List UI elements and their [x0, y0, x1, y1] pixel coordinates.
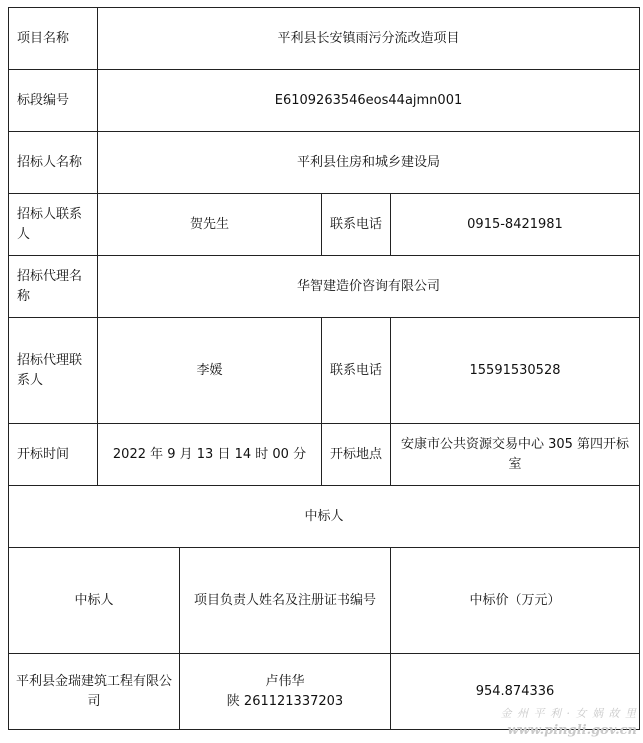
winner-company: 平利县金瑞建筑工程有限公司	[9, 654, 180, 730]
tenderer-phone-value: 0915-8421981	[391, 194, 640, 256]
winner-header-price: 中标价（万元）	[391, 548, 640, 654]
agency-value: 华智建造价咨询有限公司	[98, 256, 640, 318]
agency-contact-label: 招标代理联系人	[9, 318, 98, 424]
row-tenderer	[9, 132, 640, 194]
opening-time-value: 2022 年 9 月 13 日 14 时 00 分	[98, 424, 322, 486]
tenderer-value: 平利县住房和城乡建设局	[98, 132, 640, 194]
tenderer-contact-name: 贺先生	[98, 194, 322, 256]
winner-header-manager: 项目负责人姓名及注册证书编号	[180, 548, 391, 654]
tenderer-label: 招标人名称	[9, 132, 98, 194]
winner-price: 954.874336	[391, 654, 640, 730]
row-section-number	[9, 70, 640, 132]
project-name-label: 项目名称	[9, 8, 98, 70]
agency-contact-name: 李媛	[98, 318, 322, 424]
winner-section-title: 中标人	[9, 486, 640, 548]
project-name-value: 平利县长安镇雨污分流改造项目	[98, 8, 640, 70]
winner-manager-name: 卢伟华	[265, 673, 305, 689]
tenderer-phone-label: 联系电话	[322, 194, 391, 256]
row-agency-contact	[9, 318, 640, 424]
agency-phone-label: 联系电话	[322, 318, 391, 424]
agency-phone-value: 15591530528	[391, 318, 640, 424]
watermark-slogan: 金 州 平 利 · 女 娲 故 里	[500, 707, 637, 720]
watermark-url: www.pingli.gov.cn	[507, 723, 637, 738]
winner-header-company: 中标人	[9, 548, 180, 654]
tender-result-table	[8, 7, 640, 730]
opening-time-label: 开标时间	[9, 424, 98, 486]
opening-place-value: 安康市公共资源交易中心 305 第四开标室	[391, 424, 640, 486]
section-number-value: E6109263546eos44ajmn001	[98, 70, 640, 132]
row-tenderer-contact	[9, 194, 640, 256]
row-winner	[9, 654, 640, 730]
row-winner-section	[9, 486, 640, 548]
section-number-label: 标段编号	[9, 70, 98, 132]
winner-manager	[180, 654, 391, 730]
tenderer-contact-label: 招标人联系人	[9, 194, 98, 256]
row-project-name	[9, 8, 640, 70]
agency-label: 招标代理名称	[9, 256, 98, 318]
row-opening	[9, 424, 640, 486]
row-agency	[9, 256, 640, 318]
row-winner-header	[9, 548, 640, 654]
opening-place-label: 开标地点	[322, 424, 391, 486]
winner-manager-cert: 陕 261121337203	[226, 693, 344, 709]
